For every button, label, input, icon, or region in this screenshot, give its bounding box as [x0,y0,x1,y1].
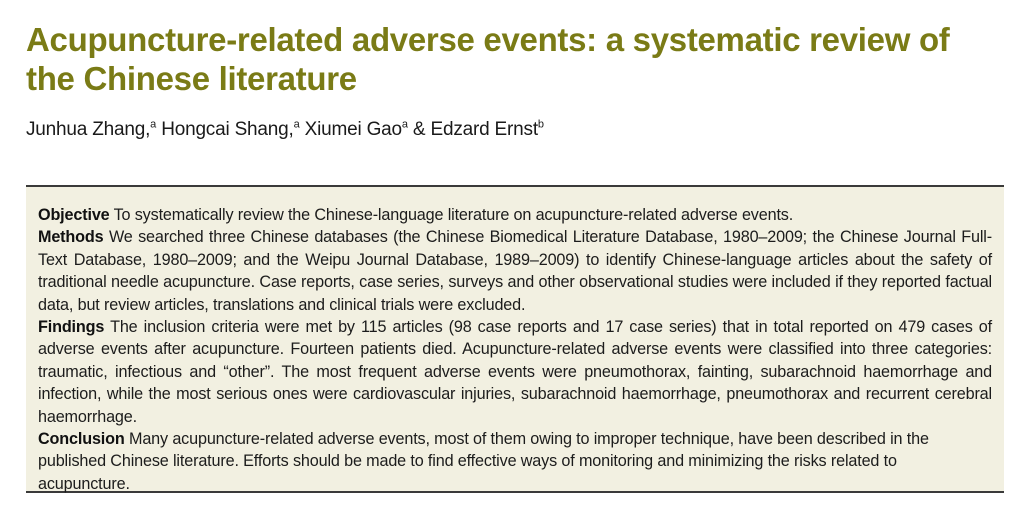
author-name: Hongcai Shang, [161,119,294,140]
section-heading-objective: Objective [38,206,110,224]
section-heading-findings: Findings [38,318,105,337]
author-affiliation-mark: a [293,118,300,131]
abstract-box [26,185,1004,493]
objective-text: To systematically review the Chinese-language literature on acupuncture-related adverse events. [113,206,794,224]
section-heading-methods: Methods [38,228,104,247]
author-name: Junhua Zhang, [26,119,151,140]
author-list [26,118,544,142]
methods-text: We searched three Chinese databases (the Chinese Biomedical Literature Database, 1980–2009; the Chinese Journal Full-Text Database, 1980–2009; and the Weipu Journal Database, 1989–2009) to identify Chinese-language articles about the safety of traditional needle acupuncture. Case reports, case series, surveys and other observational studies were included if they reported factual data, but review articles, translations and clinical trials were excluded. [38,228,992,314]
conclusion-text: Many acupuncture-related adverse events, most of them owing to improper technique, have been described in the published Chinese literature. Efforts should be made to find effective ways of monitoring and minimizing the risks related to acupuncture. [38,430,929,493]
author-name: Xiumei Gao [304,119,402,140]
section-heading-conclusion: Conclusion [38,430,125,449]
author-affiliation-mark: b [537,118,544,131]
abstract-findings [38,316,992,428]
abstract-methods [38,226,992,316]
author-affiliation-mark: a [401,118,408,131]
findings-text: The inclusion criteria were met by 115 articles (98 case reports and 17 case series) that in total reported on 479 cases of adverse events after acupuncture. Fourteen patients died. Acupuncture-related adverse events were classified into three categories: traumatic, infectious and “other”. The most frequent adverse events were pneumothorax, fainting, subarachnoid haemorrhage and infection, while the most serious ones were cardiovascular injuries, subarachnoid haemorrhage, pneumothorax and recurrent cerebral haemorrhage. [38,318,992,426]
paper-title: Acupuncture-related adverse events: a systematic review of the Chinese literature [26,21,950,97]
author-affiliation-mark: a [150,118,157,131]
author-name: & Edzard Ernst [412,119,538,140]
abstract-objective [38,204,992,226]
abstract-conclusion [38,428,992,495]
